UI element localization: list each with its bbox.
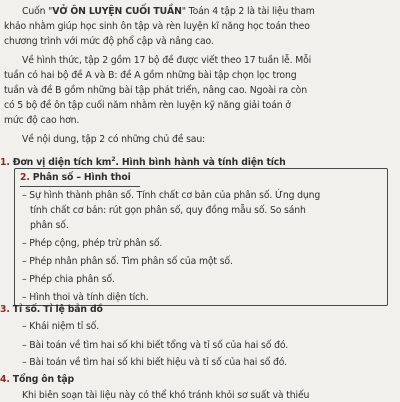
intro-line-3: chương trình với mức độ phổ cập và nâng cao. <box>4 36 214 47</box>
form-line-3: tuần và đề B gồm những bài tập phát triển, nâng cao. Ngoài ra còn <box>4 85 307 96</box>
section-3-item: – Bài toán về tìm hai số khi biết hiệu và tỉ số của hai số đó. <box>22 357 287 368</box>
section-1-heading <box>0 154 286 169</box>
section-title-rest: . Hình bình hành và tính diện tích <box>115 157 286 169</box>
section-2-item: – Phép nhân phân số. Tìm phân số của một số. <box>22 256 233 267</box>
closing-line: Khi biên soạn tài liệu này có thể khó tránh khỏi sơ suất và thiếu <box>22 390 310 401</box>
section-4-heading <box>0 374 74 386</box>
form-line-4: có 5 bộ đề ôn tập cuối năm nhằm rèn luyện kỹ năng giải toán ở <box>4 100 291 111</box>
text-fragment: " Toán 4 tập 2 là tài liệu tham <box>181 6 315 17</box>
section-2-item: tính chất cơ bản: rút gọn phân số, quy đồng mẫu số. So sánh <box>30 205 306 216</box>
intro-line-2: khảo nhằm giúp học sinh ôn tập và rèn luyện kĩ năng học toán theo <box>4 21 310 32</box>
section-number: 4. <box>0 374 10 385</box>
section-2-item: – Phép cộng, phép trừ phân số. <box>22 238 163 249</box>
superscript: 2 <box>111 156 116 163</box>
section-number: 1. <box>0 157 10 169</box>
form-line-1: Về hình thức, tập 2 gồm 17 bộ đề được viết theo 17 tuần lễ. Mỗi <box>22 55 312 66</box>
section-number: 3. <box>0 304 10 315</box>
section-2-item: – Hình thoi và tính diện tích. <box>22 292 149 303</box>
section-3-item: – Bài toán về tìm hai số khi biết tổng và tỉ số của hai số đó. <box>22 340 289 351</box>
heading-rule <box>20 186 140 187</box>
section-title: Phân số – Hình thoi <box>32 172 131 183</box>
section-title: Tỉ số. Tỉ lệ bản đồ <box>12 304 103 315</box>
section-2-item: phân số. <box>30 220 69 231</box>
content-intro: Về nội dung, tập 2 có những chủ đề sau: <box>22 134 206 145</box>
form-line-5: mức độ cao hơn. <box>4 115 80 126</box>
text-fragment: Cuốn " <box>22 6 53 17</box>
section-title: Đơn vị diện tích km <box>12 157 112 169</box>
section-3-item: – Khái niệm tỉ số. <box>22 321 100 332</box>
section-2-item: – Sự hình thành phân số. Tính chất cơ bản của phân số. Ứng dụng <box>22 190 321 201</box>
intro-line-1 <box>22 6 315 18</box>
book-title: VỞ ÔN LUYỆN CUỐI TUẦN <box>52 6 182 17</box>
section-2-item: – Phép chia phân số. <box>22 274 115 285</box>
section-2-heading <box>20 172 131 184</box>
section-number: 2. <box>20 172 30 183</box>
section-3-heading <box>0 304 103 316</box>
section-title: Tổng ôn tập <box>12 374 75 385</box>
form-line-2: tuần có hai bộ đề A và B: đề A gồm những bài tập chọn lọc trong <box>4 70 297 81</box>
